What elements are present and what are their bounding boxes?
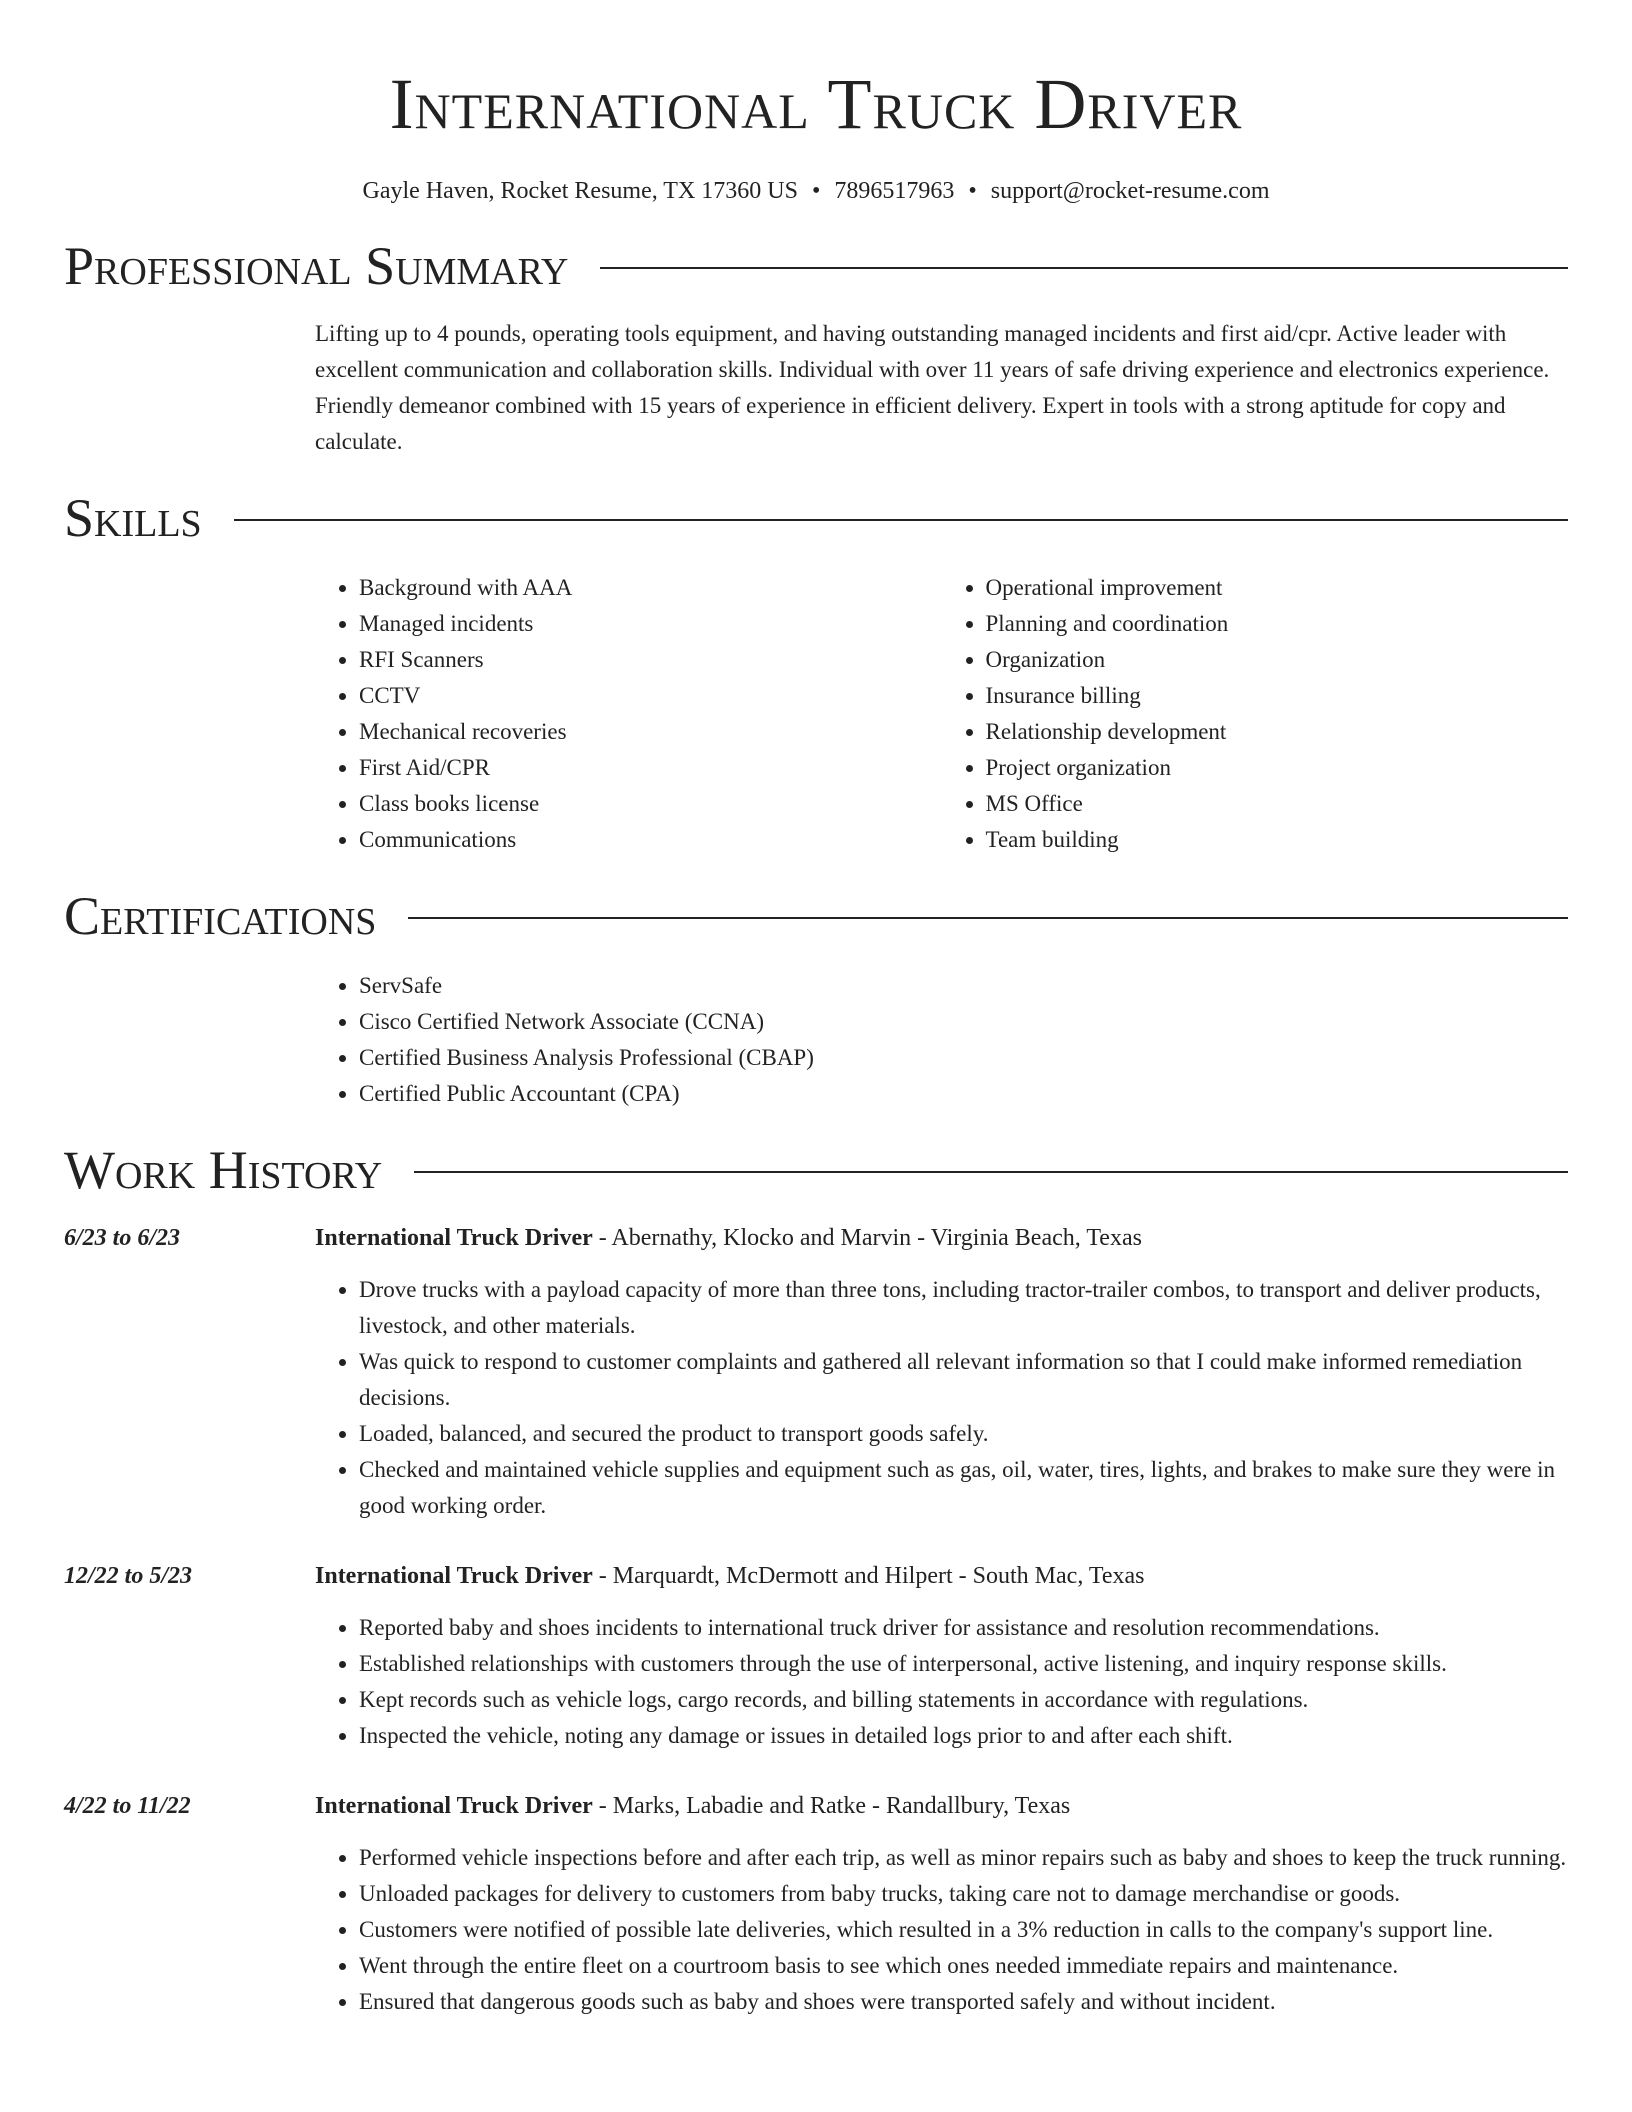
- contact-email: support@rocket-resume.com: [990, 178, 1270, 204]
- job-body: [315, 1788, 1568, 2020]
- job-entry: [64, 1558, 1568, 1754]
- contact-address: Gayle Haven, Rocket Resume, TX 17360 US: [362, 178, 798, 204]
- skills-header: [64, 486, 1568, 550]
- skill-item: • Project organization: [986, 750, 1569, 786]
- summary-header: [64, 234, 1568, 298]
- job-dates: 6/23 to 6/23: [64, 1225, 181, 1251]
- job-employer-location: - Marks, Labadie and Ratke - Randallbury, Texas: [592, 1793, 1071, 1819]
- skill-item: • Relationship development: [986, 714, 1569, 750]
- contact-separator: •: [811, 178, 821, 204]
- skill-item: • Communications: [359, 822, 942, 858]
- contact-line: [64, 174, 1568, 208]
- job-bullet: • Checked and maintained vehicle supplies and equipment such as gas, oil, water, tires, lights, and brakes to make sure they were in good working order.: [359, 1452, 1568, 1524]
- job-role: International Truck Driver: [315, 1563, 593, 1589]
- skill-item: • CCTV: [359, 678, 942, 714]
- job-employer-location: - Marquardt, McDermott and Hilpert - South Mac, Texas: [592, 1563, 1145, 1589]
- work-history-header: [64, 1138, 1568, 1202]
- certification-item: • Certified Public Accountant (CPA): [359, 1076, 1568, 1112]
- skill-item: • Mechanical recoveries: [359, 714, 942, 750]
- summary-heading: Professional Summary: [64, 236, 569, 296]
- job-employer-location: - Abernathy, Klocko and Marvin - Virginia Beach, Texas: [592, 1225, 1142, 1251]
- section-divider: [414, 1171, 1568, 1173]
- skills-grid: [315, 570, 1568, 858]
- skill-item: • Planning and coordination: [986, 606, 1569, 642]
- skill-item: • Team building: [986, 822, 1569, 858]
- job-bullet: • Was quick to respond to customer complaints and gathered all relevant information so that I could make informed remediation decisions.: [359, 1344, 1568, 1416]
- skills-heading: Skills: [64, 488, 202, 548]
- section-divider: [234, 519, 1568, 521]
- skill-item: • Insurance billing: [986, 678, 1569, 714]
- skill-item: • RFI Scanners: [359, 642, 942, 678]
- job-dates: 4/22 to 11/22: [64, 1793, 191, 1819]
- work-history-section: [64, 1138, 1568, 2020]
- job-bullets: [315, 1272, 1568, 1524]
- job-bullet: • Established relationships with customers through the use of interpersonal, active listening, and inquiry response skills.: [359, 1646, 1568, 1682]
- certifications-header: [64, 884, 1568, 948]
- certification-item: • Cisco Certified Network Associate (CCNA): [359, 1004, 1568, 1040]
- certification-item: • ServSafe: [359, 968, 1568, 1004]
- skill-item: • Operational improvement: [986, 570, 1569, 606]
- skill-item: • First Aid/CPR: [359, 750, 942, 786]
- job-heading: [315, 1788, 1568, 1824]
- job-entry: [64, 1220, 1568, 1524]
- job-bullet: • Loaded, balanced, and secured the product to transport goods safely.: [359, 1416, 1568, 1452]
- contact-phone: 7896517963: [834, 178, 955, 204]
- job-bullet: • Reported baby and shoes incidents to international truck driver for assistance and resolution recommendations.: [359, 1610, 1568, 1646]
- skills-list-left: [315, 570, 942, 858]
- job-bullet: • Performed vehicle inspections before and after each trip, as well as minor repairs such as baby and shoes to keep the truck running.: [359, 1840, 1568, 1876]
- job-bullet: • Ensured that dangerous goods such as baby and shoes were transported safely and without incident.: [359, 1984, 1568, 2020]
- skill-item: • MS Office: [986, 786, 1569, 822]
- summary-section: [64, 234, 1568, 460]
- skill-item: • Managed incidents: [359, 606, 942, 642]
- contact-separator: •: [968, 178, 977, 204]
- job-heading: [315, 1220, 1568, 1256]
- job-role: International Truck Driver: [315, 1225, 593, 1251]
- job-entry: [64, 1788, 1568, 2020]
- work-history-heading: Work History: [64, 1140, 383, 1200]
- certification-item: • Certified Business Analysis Professional (CBAP): [359, 1040, 1568, 1076]
- resume-title: International Truck Driver: [389, 64, 1243, 144]
- job-role: International Truck Driver: [315, 1793, 593, 1819]
- skills-section: [64, 486, 1568, 858]
- skill-item: • Organization: [986, 642, 1569, 678]
- job-bullet: • Drove trucks with a payload capacity of more than three tons, including tractor-trailer combos, to transport and deliver products, livestock, and other materials.: [359, 1272, 1568, 1344]
- certifications-list: [315, 968, 1568, 1112]
- job-bullet: • Inspected the vehicle, noting any damage or issues in detailed logs prior to and after each shift.: [359, 1718, 1568, 1754]
- certifications-heading: Certifications: [64, 886, 377, 946]
- job-bullet: • Kept records such as vehicle logs, cargo records, and billing statements in accordance with regulations.: [359, 1682, 1568, 1718]
- skills-list-right: [942, 570, 1569, 858]
- job-heading: [315, 1558, 1568, 1594]
- job-body: [315, 1558, 1568, 1754]
- job-bullets: [315, 1610, 1568, 1754]
- job-bullet: • Went through the entire fleet on a courtroom basis to see which ones needed immediate repairs and maintenance.: [359, 1948, 1568, 1984]
- job-bullets: [315, 1840, 1568, 2020]
- job-dates: 12/22 to 5/23: [64, 1563, 193, 1589]
- job-bullet: • Customers were notified of possible late deliveries, which resulted in a 3% reduction in calls to the company's support line.: [359, 1912, 1568, 1948]
- job-bullet: • Unloaded packages for delivery to customers from baby trucks, taking care not to damage merchandise or goods.: [359, 1876, 1568, 1912]
- job-body: [315, 1220, 1568, 1524]
- summary-text: Lifting up to 4 pounds, operating tools equipment, and having outstanding managed incidents and first aid/cpr. Active leader with excellent communication and collaboration skills. Individual with over 11 years of safe driving experience and electronics experience. Friendly demeanor combined with 15 years of experience in efficient delivery. Expert in tools with a strong aptitude for copy and calculate.: [315, 321, 1550, 454]
- skill-item: • Background with AAA: [359, 570, 942, 606]
- section-divider: [600, 267, 1568, 269]
- certifications-section: [64, 884, 1568, 1112]
- section-divider: [408, 917, 1568, 919]
- skill-item: • Class books license: [359, 786, 942, 822]
